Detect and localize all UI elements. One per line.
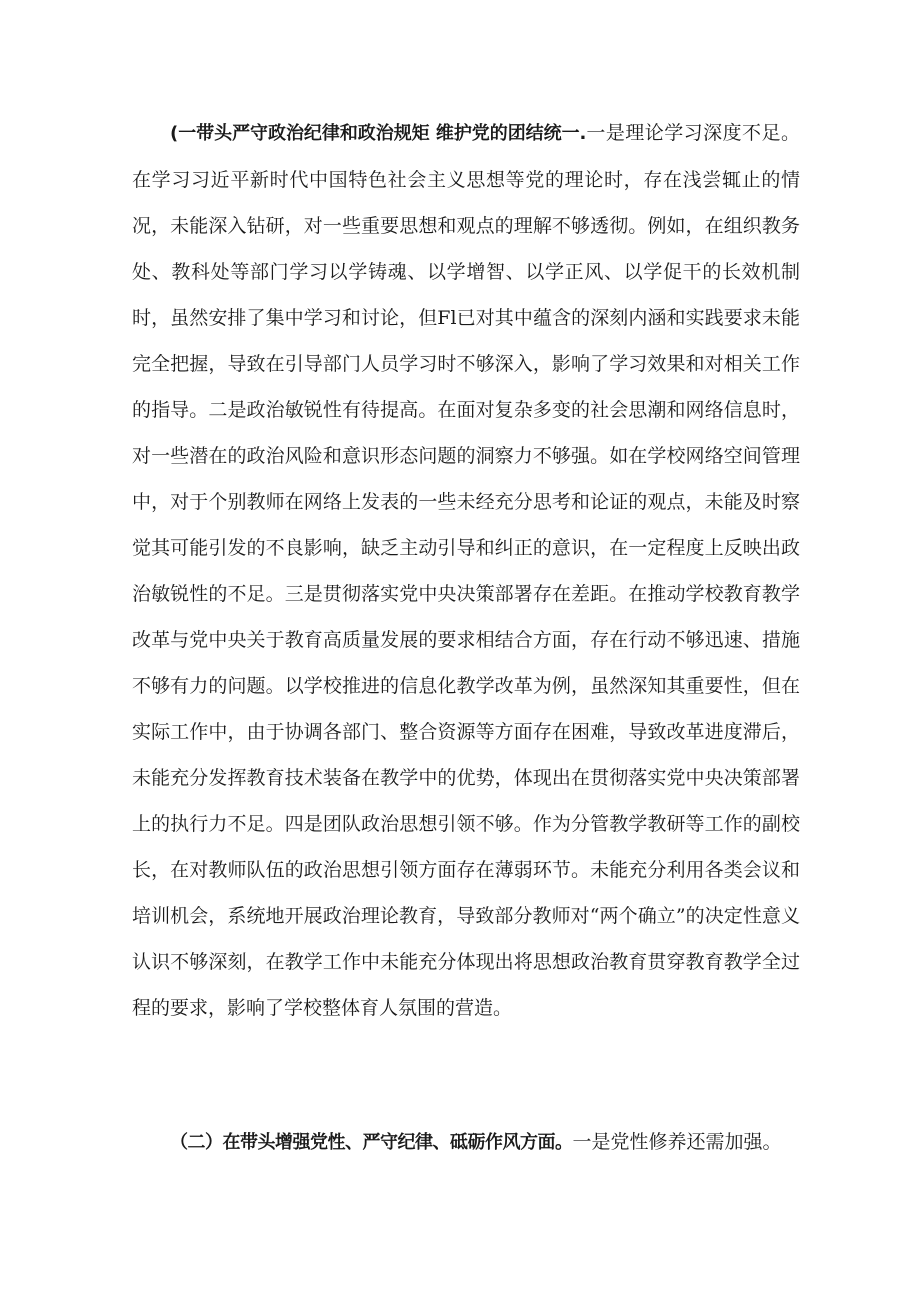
section-1-heading: (一带头严守政治纪律和政治规矩 维护党的团结统一. bbox=[170, 123, 586, 144]
section-1-paragraph bbox=[132, 110, 800, 1100]
section-2-heading: （二）在带头增强党性、严守纪律、砥砺作风方面。 bbox=[170, 1132, 573, 1153]
section-2-paragraph bbox=[132, 1119, 800, 1166]
section-2-body: 一是党性修养还需加强。 bbox=[572, 1131, 782, 1153]
section-1-body: 一是理论学习深度不足。在学习习近平新时代中国特色社会主义思想等党的理论时，存在浅尝辄止的情况，未能深入钻研，对一些重要思想和观点的理解不够透彻。例如，在组织教务处、教科处等部门学习以学铸魂、以学增智、以学正风、以学促干的长效机制时，虽然安排了集中学习和讨论，但Fl已对其中蕴含的深刻内涵和实践要求未能完全把握，导致在引导部门人员学习时不够深入，影响了学习效果和对相关工作的指导。二是政治敏锐性有待提高。在面对复杂多变的社会思潮和网络信息时，对一些潜在的政治风险和意识形态问题的洞察力不够强。如在学校网络空间管理中，对于个别教师在网络上发表的一些未经充分思考和论证的观点，未能及时察觉其可能引发的不良影响，缺乏主动引导和纠正的意识，在一定程度上反映出政治敏锐性的不足。三是贯彻落实党中央决策部署存在差距。在推动学校教育教学改革与党中央关于教育高质量发展的要求相结合方面，存在行动不够迅速、措施不够有力的问题。以学校推进的信息化教学改革为例，虽然深知其重要性，但在实际工作中，由于协调各部门、整合资源等方面存在困难，导致改革进度滞后，未能充分发挥教育技术装备在教学中的优势，体现出在贯彻落实党中央决策部署上的执行力不足。四是团队政治思想引领不够。作为分管教学教研等工作的副校长，在对教师队伍的政治思想引领方面存在薄弱环节。未能充分利用各类会议和培训机会，系统地开展政治理论教育，导致部分教师对“两个确立”的决定性意义认识不够深刻，在教学工作中未能充分体现出将思想政治教育贯穿教育教学全过程的要求，影响了学校整体育人氛围的营造。 bbox=[132, 122, 800, 1019]
